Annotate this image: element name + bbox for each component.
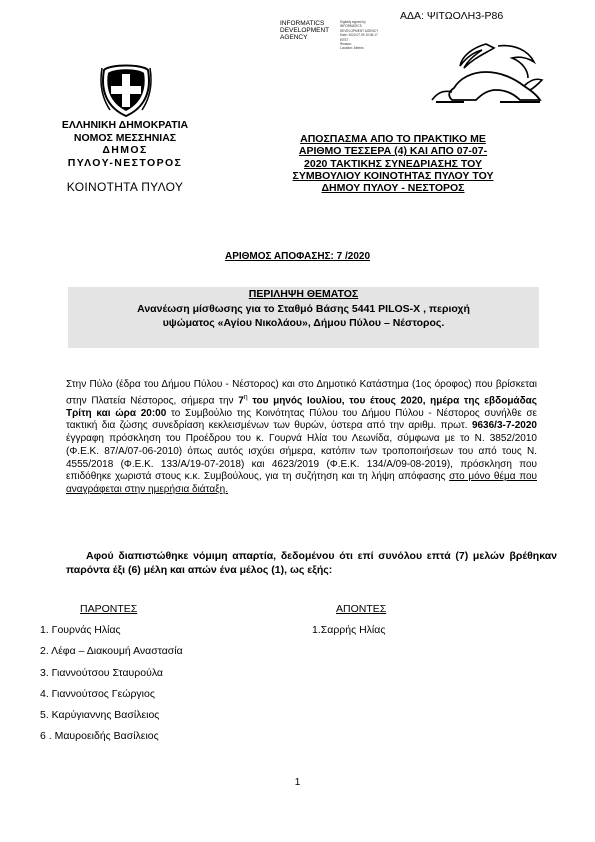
extract-heading-line: ΑΡΙΘΜΟ ΤΕΣΣΕΡΑ (4) ΚΑΙ ΑΠΟ 07-07-	[298, 145, 488, 158]
meeting-date-time: του μηνός Ιουλίου, του έτους 2020, ημέρα της εβδομάδας Τρίτη και ώρα 20:00	[66, 395, 537, 419]
stamp-fine-line: Digitally signed by	[340, 20, 366, 24]
stamp-fine-line: DEVELOPMENT AGENCY	[340, 28, 379, 33]
subject-line: υψώματος «Αγίου Νικολάου», Δήμου Πύλου – Νέστορος.	[162, 317, 445, 329]
subject-text	[80, 302, 527, 330]
issuer-heading	[20, 119, 230, 194]
country-line: ΕΛΛΗΝΙΚΗ ΔΗΜΟΚΡΑΤΙΑ	[61, 119, 189, 131]
meeting-paragraph	[66, 379, 537, 497]
decision-number: ΑΡΙΘΜΟΣ ΑΠΟΦΑΣΗΣ: 7 /2020	[224, 251, 371, 262]
list-item: 1. Γουρνάς Ηλίας	[40, 624, 121, 636]
winged-lion-emblem-icon	[424, 40, 546, 108]
list-item: 5. Καρύγιαννης Βασίλειος	[40, 709, 160, 722]
absent-heading: ΑΠΟΝΤΕΣ	[336, 603, 387, 615]
extract-heading	[268, 133, 518, 194]
stamp-fine-line: EEST	[340, 37, 349, 42]
extract-heading-line: ΔΗΜΟΥ ΠΥΛΟΥ - ΝΕΣΤΟΡΟΣ	[321, 182, 465, 195]
stamp-fine-line: Location: Athens	[340, 46, 364, 51]
extract-heading-line: ΣΥΜΒΟΥΛΙΟΥ ΚΟΙΝΟΤΗΤΑΣ ΠΥΛΟΥ ΤΟΥ	[292, 169, 494, 182]
list-item: 1.Σαρρής Ηλίας	[312, 624, 386, 636]
prefecture-line: ΝΟΜΟΣ ΜΕΣΣΗΝΙΑΣ	[73, 131, 177, 144]
paragraph-text: το Συμβούλιο της Κοινότητας Πύλου του Δήμου Πύλου - Νέστορος συνήλθε σε τακτική δια ζώσης συνεδρίαση κεκλεισμένων των θυρών, ύστερα από την αριθμ. πρωτ.	[66, 407, 537, 432]
subject-line: Ανανέωση μίσθωσης για το Σταθμό Βάσης 5441 PILOS-X , περιοχή	[137, 303, 470, 315]
list-item: 3. Γιαννούτσου Σταυρούλα	[40, 666, 163, 679]
present-heading: ΠΑΡΟΝΤΕΣ	[80, 603, 138, 615]
present-members-list	[40, 624, 183, 752]
paragraph-text: Στην Πύλο (έδρα του Δήμου Πύλου - Νέστορος) και στο Δημοτικό Κατάστημα (1ος όροφος) που βρίσκεται στην Πλατεία Νέστορος, σήμερα την	[66, 379, 537, 407]
list-item: 6 . Μαυροειδής Βασίλειος	[40, 730, 159, 743]
stamp-line: INFORMATICS	[280, 20, 325, 27]
page-number: 1	[294, 777, 301, 788]
ordinal-suffix: η	[243, 393, 248, 401]
stamp-line: AGENCY	[280, 34, 308, 42]
list-item: 2. Λέφα – Διακουμή Αναστασία	[40, 645, 183, 658]
stamp-fine-line: INFORMATICS	[340, 24, 362, 29]
extract-heading-line: 2020 ΤΑΚΤΙΚΗΣ ΣΥΝΕΔΡΙΑΣΗΣ ΤΟΥ	[304, 157, 482, 170]
stamp-line: DEVELOPMENT	[280, 27, 330, 35]
invitation-number: 9636/3-7-2020	[471, 420, 537, 432]
agenda-note: στο μόνο θέμα που αναγράφεται στην ημερήσια διάταξη.	[66, 471, 537, 495]
absent-members-list	[312, 624, 385, 636]
stamp-fine-line: Reason:	[340, 42, 352, 47]
stamp-fine-line: Date: 2020.07.09 10:36:17	[340, 33, 378, 38]
ada-code: ΑΔΑ: ΨΙΤΩΟΛΗ3-Ρ86	[400, 10, 504, 22]
list-item: 4. Γιαννούτσος Γεώργιος	[40, 687, 155, 700]
municipality-label: ΔΗΜΟΣ	[102, 144, 148, 156]
subject-title: ΠΕΡΙΛΗΨΗ ΘΕΜΑΤΟΣ	[248, 288, 359, 300]
community-name: ΚΟΙΝΟΤΗΤΑ ΠΥΛΟΥ	[66, 180, 184, 194]
paragraph-text: έγγραφη πρόσκληση του Προέδρου του κ. Γουρνά Ηλία του Λεωνίδα, σύμφωνα με το Ν. 3852/2010 (Φ.Ε.Κ. 87/Α/07-06-2010) όπως αυτός ισχύει σήμερα, κατόπιν των τροποποιήσεων του από τους Ν. 4555/2018 (Φ.Ε.Κ. 133/Α/19-07-2018) και 4623/2019 (Φ.Ε.Κ. 134/Α/09-08-2019), πρόσκληση που επιδόθηκε χωριστά στους κ.κ. Συμβούλους, για τη συζήτηση και τη λήψη απόφασης	[66, 433, 537, 483]
digital-signature-details	[340, 20, 380, 51]
quorum-statement: Αφού διαπιστώθηκε νόμιμη απαρτία, δεδομένου ότι επί συνόλου επτά (7) μελών βρέθηκαν παρόντα έξι (6) μέλη και απών ένα μέλος (1), ως εξής:	[66, 550, 557, 576]
municipality-name: ΠΥΛΟΥ-ΝΕΣΤΟΡΟΣ	[67, 156, 183, 169]
greek-coat-of-arms-icon	[100, 62, 152, 118]
meeting-day: 7	[238, 395, 244, 407]
extract-heading-line: ΑΠΟΣΠΑΣΜΑ ΑΠΟ ΤΟ ΠΡΑΚΤΙΚΟ ΜΕ	[300, 133, 486, 145]
